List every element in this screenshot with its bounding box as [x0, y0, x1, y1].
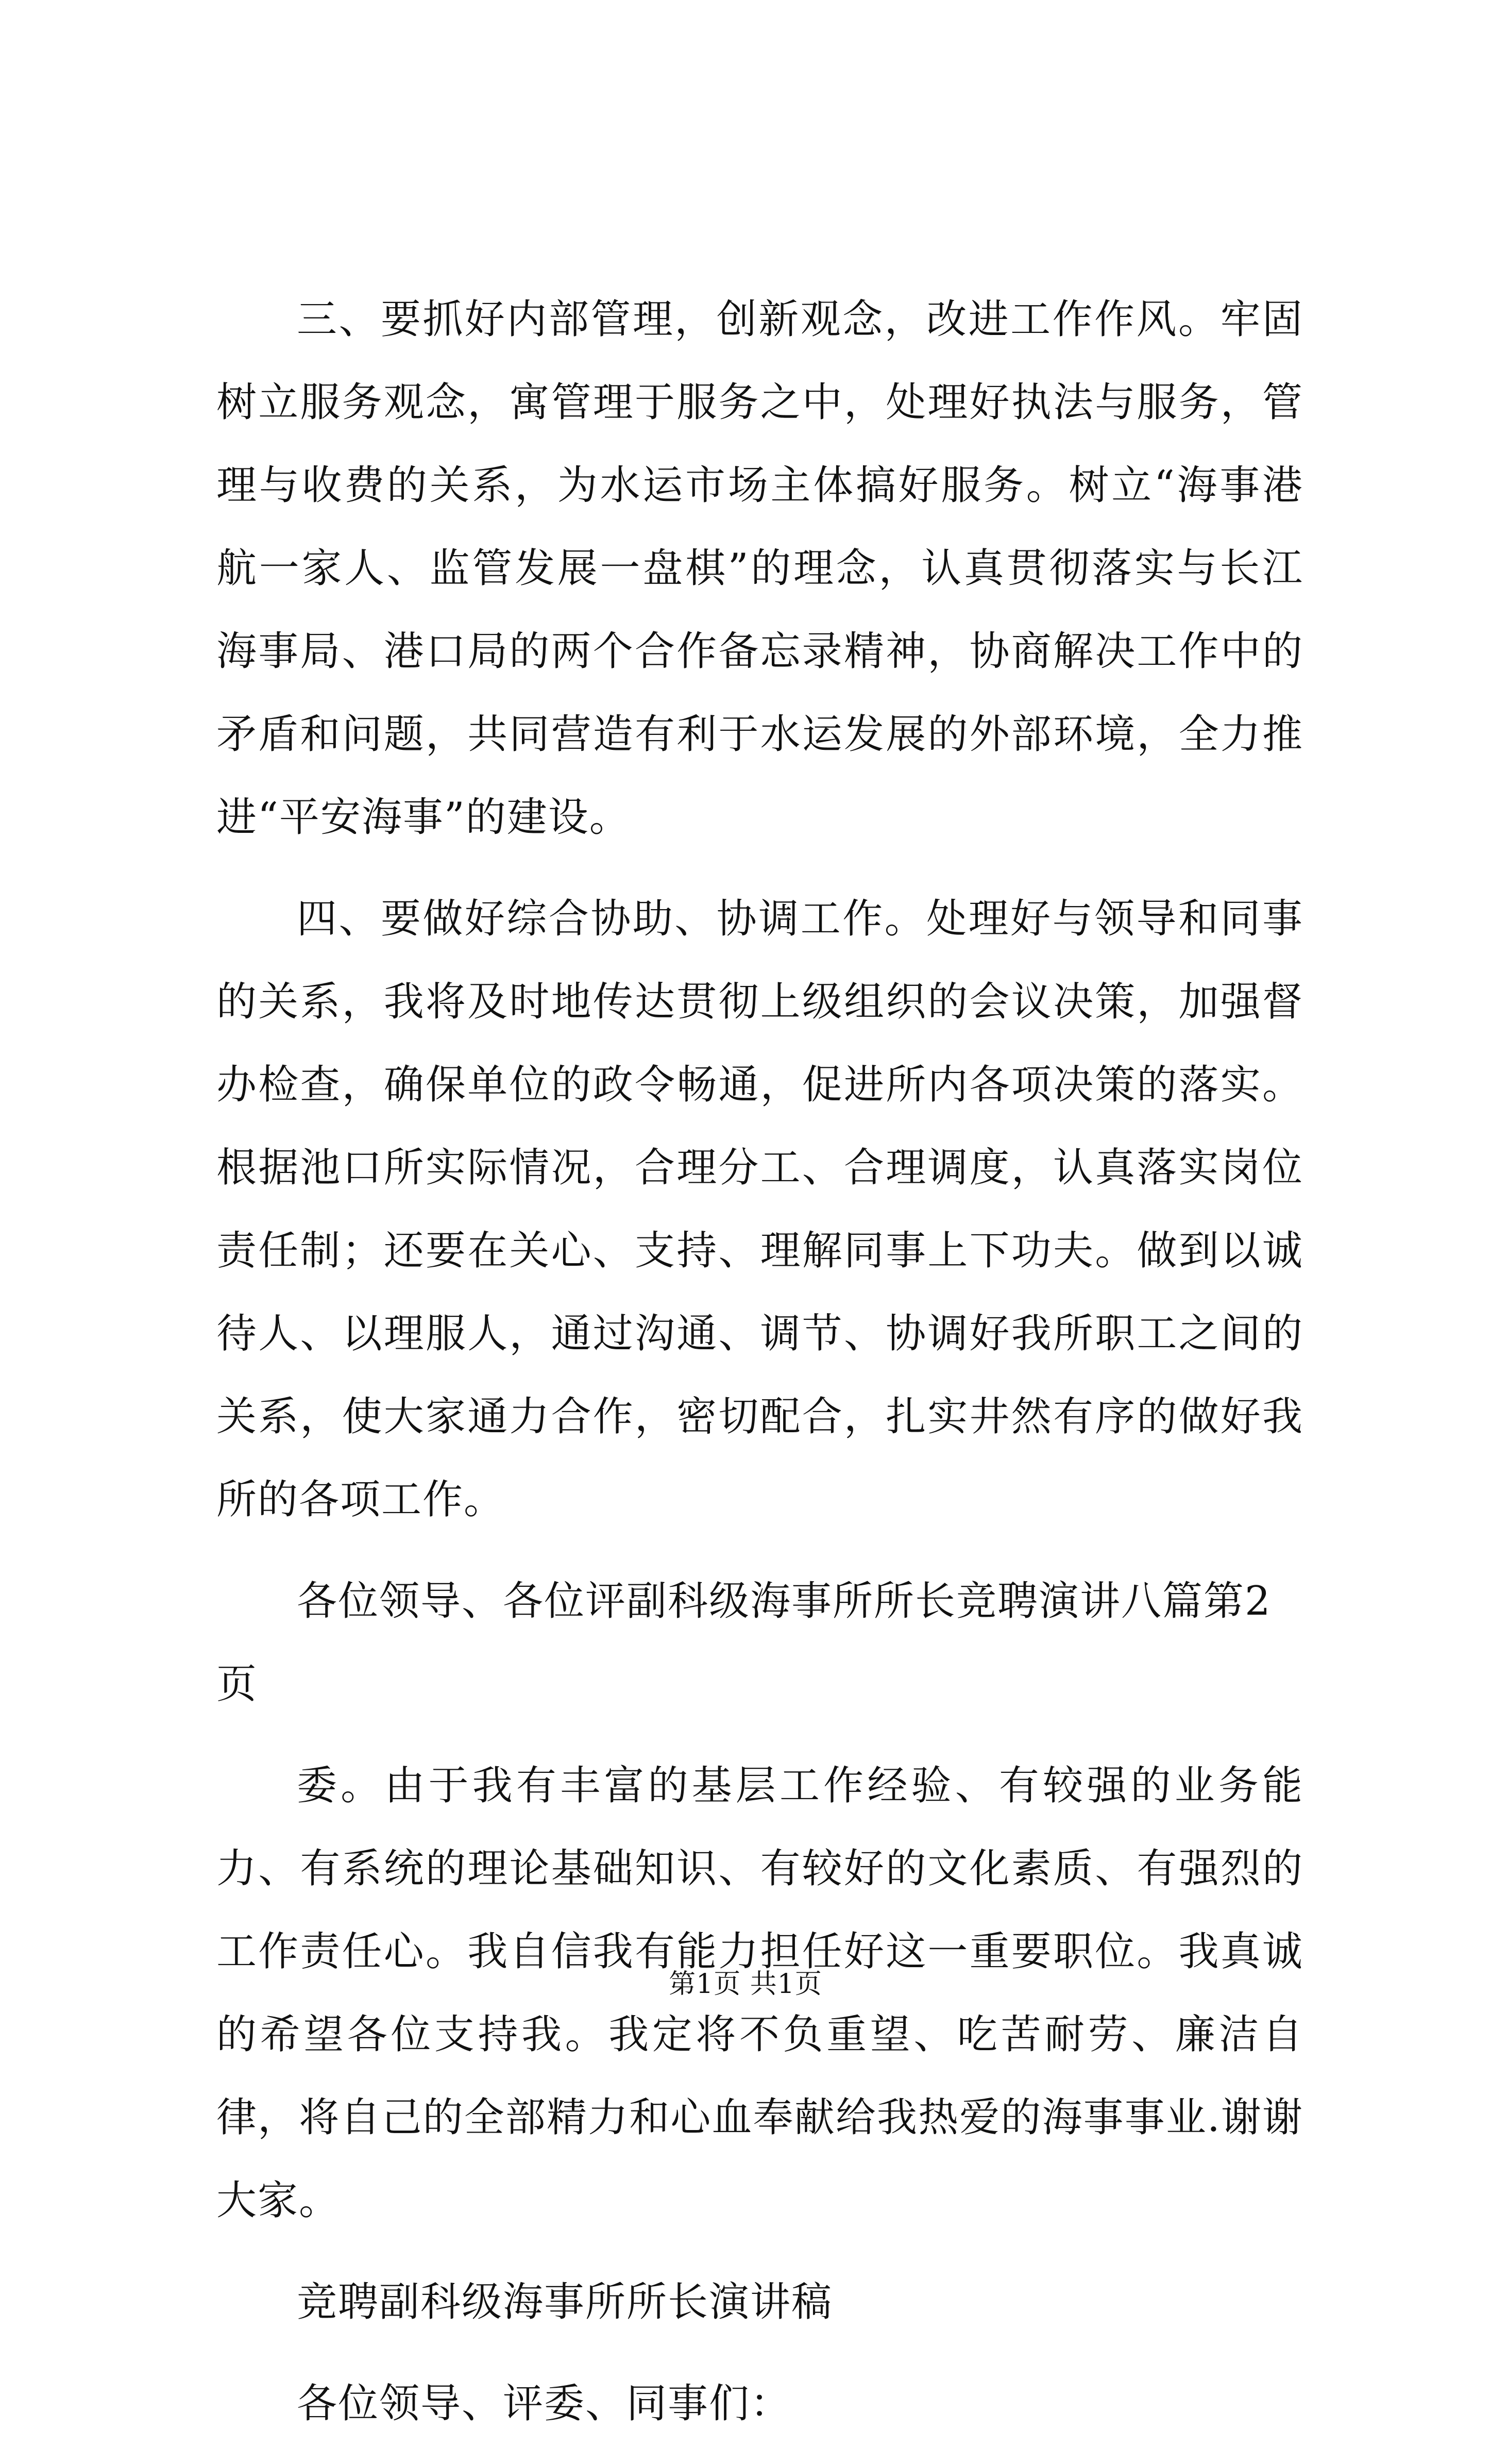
paragraph-salutation: 各位领导、评委、同事们： [297, 2381, 792, 2427]
paragraph-section-heading: 各位领导、各位评副科级海事所所长竞聘演讲八篇第2页 [216, 1578, 1272, 1707]
paragraph-coordination-work: 四、要做好综合协助、协调工作。处理好与领导和同事的关系，我将及时地传达贯彻上级组织的会议决策，加强督办检查，确保单位的政令畅通，促进所内各项决策的落实。根据池口所实际情况，合理分工、合理调度，认真落实岗位责任制；还要在关心、支持、理解同事上下功夫。做到以诚待人、以理服人，通过沟通、调节、协调好我所职工之间的关系，使大家通力合作，密切配合，扎实井然有序的做好我所的各项工作。 [216, 896, 1303, 1523]
page-footer: 第1页 共1页 [669, 1969, 822, 2000]
paragraph-internal-management: 三、要抓好内部管理，创新观念，改进工作作风。牢固树立服务观念，寓管理于服务之中，处理好执法与服务，管理与收费的关系，为水运市场主体搞好服务。树立“海事港航一家人、监管发展一盘棋”的理念，认真贯彻落实与长江海事局、港口局的两个合作备忘录精神，协商解决工作中的矛盾和问题，共同营造有利于水运发展的外部环境，全力推进“平安海事”的建设。 [216, 296, 1303, 841]
paragraph-closing-statement: 委。由于我有丰富的基层工作经验、有较强的业务能力、有系统的理论基础知识、有较好的文化素质、有强烈的工作责任心。我自信我有能力担任好这一重要职位。我真诚的希望各位支持我。我定将不负重望、吃苦耐劳、廉洁自律，将自己的全部精力和心血奉献给我热爱的海事事业.谢谢大家。 [216, 1763, 1303, 2224]
document-body [216, 278, 1303, 2464]
paragraph-speech-title: 竞聘副科级海事所所长演讲稿 [297, 2279, 833, 2325]
